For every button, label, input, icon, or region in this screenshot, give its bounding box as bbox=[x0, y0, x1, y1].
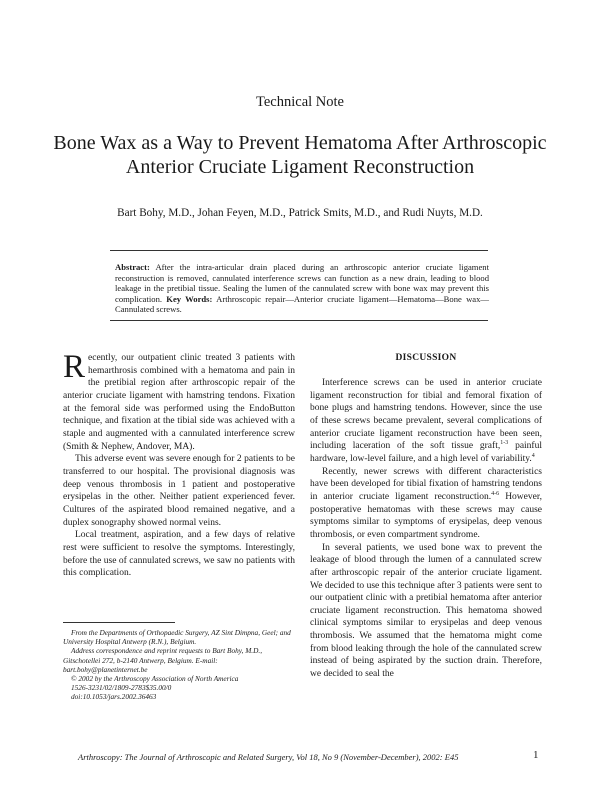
abstract-text: After the intra-articular drain placed during an arthroscopic anterior cruciate ligament reconstruction is removed, cannulated interference screws can function as a new drain, leading to blood leakage in the pretibial tissue. Sealing the lumen of the cannulated screw with bone wax may prevent this complication. bbox=[115, 262, 489, 304]
journal-citation: Arthroscopy: The Journal of Arthroscopic and Related Surgery, Vol 18, No 9 (November-December), 2002: E45 bbox=[78, 752, 459, 762]
footnote-rule bbox=[63, 622, 175, 623]
citation-ref: 4-6 bbox=[491, 490, 500, 497]
drop-cap: R bbox=[63, 349, 86, 385]
abstract-label: Abstract: bbox=[115, 262, 150, 272]
abstract-bottom-rule bbox=[110, 320, 488, 321]
page-number: 1 bbox=[533, 749, 539, 761]
discussion-paragraph: Interference screws can be used in anterior cruciate ligament reconstruction for tibial and femoral fixation of bone plugs and hamstring tendons. However, since the use of these screws became prevalent, several complications of anterior cruciate ligament reconstruction have been seen, including laceration of the soft tissue graft,$^{1-3}$ painful hardware, low-level failure, and a high level of variability.$^4$ bbox=[310, 378, 542, 464]
left-column bbox=[63, 349, 295, 580]
footnote-affiliation: From the Departments of Orthopaedic Surgery, AZ Sint Dimpna, Geel; and University Hospital Antwerp (R.N.), Belgium. bbox=[63, 628, 291, 647]
keywords-label: Key Words: bbox=[166, 293, 213, 304]
authors: Bart Bohy, M.D., Johan Feyen, M.D., Patrick Smits, M.D., and Rudi Nuyts, M.D. bbox=[117, 207, 483, 219]
footnote-doi: doi:10.1053/jars.2002.36463 bbox=[71, 692, 157, 702]
title-line-2: Anterior Cruciate Ligament Reconstruction bbox=[125, 156, 475, 178]
discussion-paragraph: In several patients, we used bone wax to prevent the leakage of blood through the lumen of a cannulated screw after arthroscopic repair of the anterior cruciate ligament. We decided to use this technique after 3 patients were sent to our outpatient clinic with a pretibial hematoma after anterior cruciate ligament reconstruction. This hematoma showed clinical symptoms similar to erysipelas and deep venous thrombosis. We assumed that the hematoma might come from blood leaking through the hole of the cannulated screw instead of being aspirated by the suction drain. Therefore, we decided to seal the bbox=[310, 542, 542, 680]
intro-text: ecently, our outpatient clinic treated 3 patients with hemarthrosis combined with a hematoma and pain in the pretibial region after arthroscopic repair of the anterior cruciate ligament with hamstring tendons. Fixation at the femoral side was performed using the EndoButton technique, and fixation at the tibial side was achieved with a staple and augmented with a cannulated interference screw (Smith & Nephew, Andover, MA). bbox=[63, 353, 295, 452]
citation-ref: 4 bbox=[531, 452, 535, 459]
footnote-correspondence: Address correspondence and reprint requests to Bart Bohy, M.D., Gitschotellei 272, b-2140 Antwerp, Belgium. E-mail: bart.bohy@planetinternet.be bbox=[63, 646, 263, 674]
abstract bbox=[115, 262, 489, 315]
body-paragraph: Local treatment, aspiration, and a few days of relative rest were sufficient to resolve the symptoms. Interestingly, before the use of cannulated screws, we saw no patients with this complication. bbox=[63, 530, 295, 579]
intro-paragraph bbox=[63, 349, 295, 453]
section-heading-discussion: DISCUSSION bbox=[395, 353, 457, 363]
keywords: Arthroscopic repair—Anterior cruciate ligament—Hematoma—Bone wax—Cannulated screws. bbox=[115, 293, 489, 315]
citation-ref: 1-3 bbox=[500, 440, 509, 447]
footnote-copyright: © 2002 by the Arthroscopy Association of North America bbox=[71, 674, 239, 684]
footnotes bbox=[63, 628, 295, 702]
discussion-paragraph: Recently, newer screws with different characteristics have been developed for tibial fixation of hamstring tendons in anterior cruciate ligament reconstruction.$^{4-6}$ However, postoperative hematomas with these screws may cause symptoms similar to symptoms of erysipelas, deep venous thrombosis, or even compartment syndrome. bbox=[310, 466, 542, 540]
article-title bbox=[40, 131, 560, 179]
body-paragraph: This adverse event was severe enough for 2 patients to be transferred to our hospital. The provisional diagnosis was deep venous thrombosis in 1 patient and postoperative erysipelas in the other. Neither patient experienced fever. Cultures of the aspirated blood remained negative, and a duplex sonography showed normal veins. bbox=[63, 454, 295, 528]
note-type: Technical Note bbox=[256, 94, 344, 110]
right-column bbox=[310, 377, 542, 681]
footnote-issn: 1526-3231/02/1809-2783$35.00/0 bbox=[71, 683, 172, 693]
abstract-top-rule bbox=[110, 250, 488, 251]
title-line-1: Bone Wax as a Way to Prevent Hematoma After Arthroscopic bbox=[53, 132, 547, 154]
